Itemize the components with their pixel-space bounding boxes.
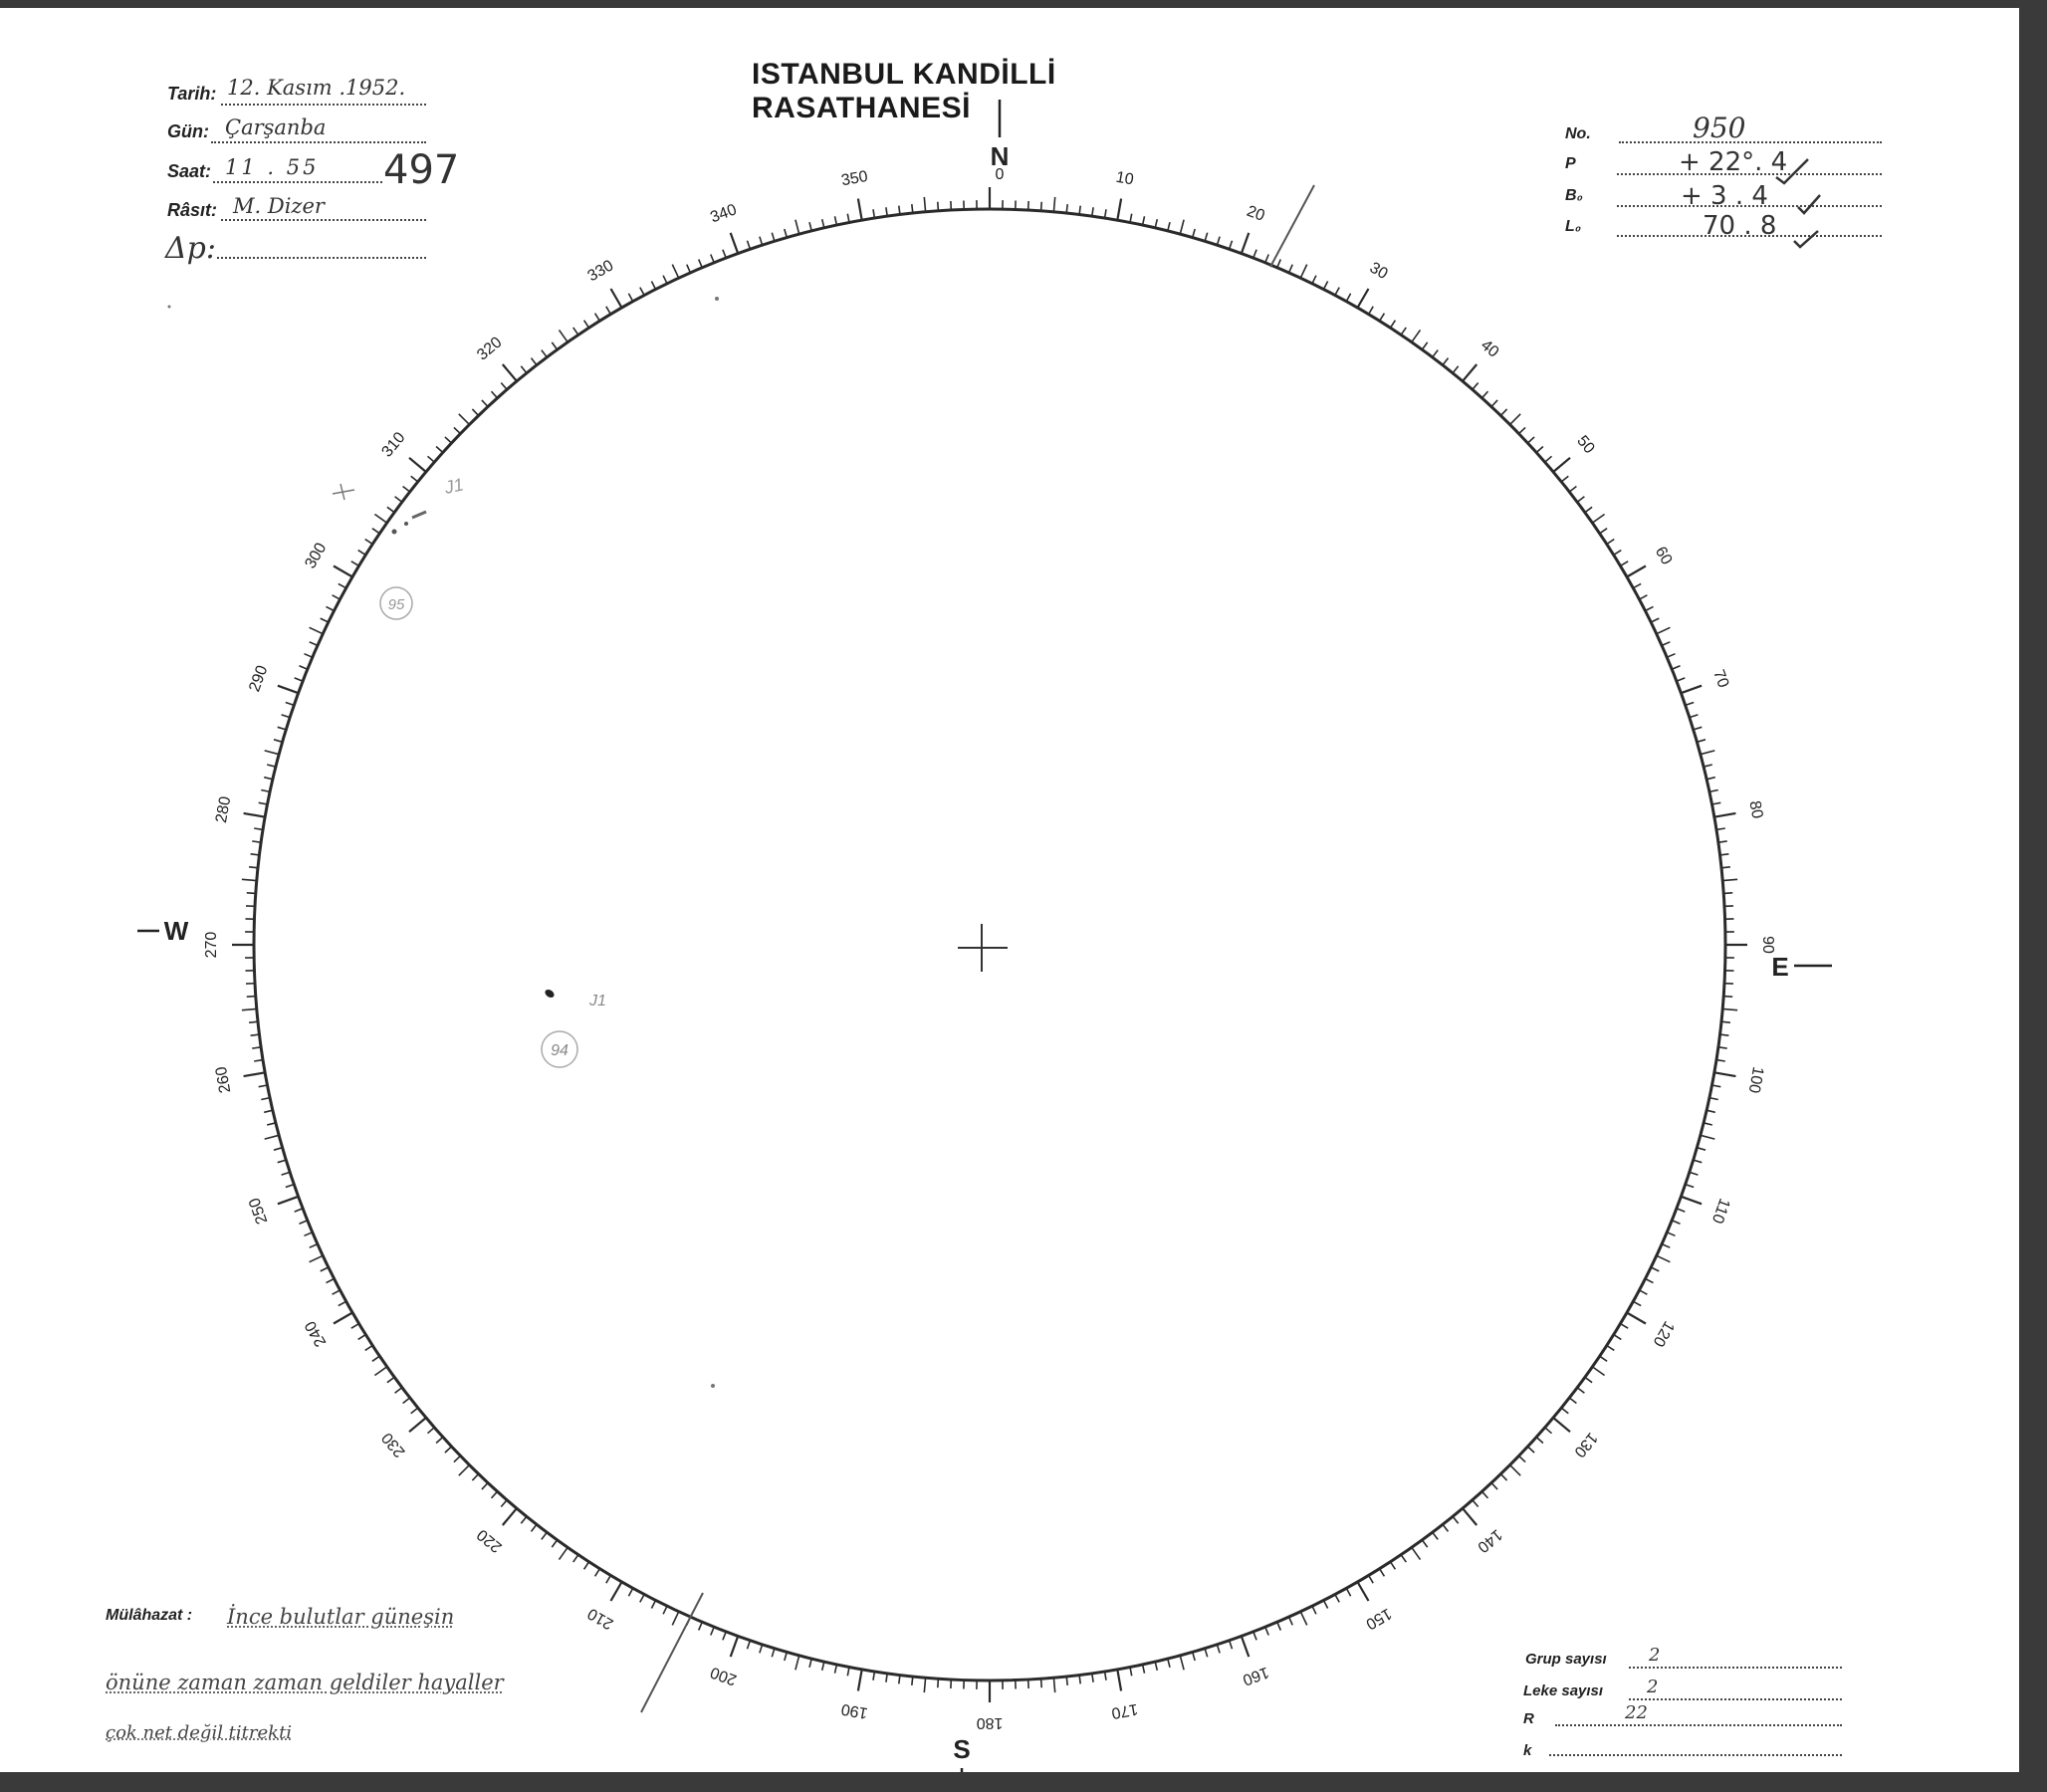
field-value-date: 12. Kasım .1952.	[227, 76, 406, 100]
degree-label: 80	[1745, 799, 1766, 820]
count-label-r: R	[1523, 1710, 1534, 1727]
degree-tick	[1510, 414, 1521, 425]
degree-label: 130	[1570, 1429, 1601, 1460]
degree-tick	[1714, 813, 1736, 817]
axis-line-bottom	[641, 1593, 703, 1712]
degree-ticks	[232, 187, 1747, 1702]
degree-label: 90	[1758, 936, 1776, 954]
degree-label: 350	[839, 167, 869, 190]
group-number: 95	[387, 596, 405, 613]
cardinal-south: S	[953, 1734, 971, 1764]
degree-label: 310	[378, 429, 409, 461]
degree-tick	[1358, 1582, 1369, 1601]
degree-tick	[1657, 627, 1671, 633]
degree-tick	[1627, 1313, 1646, 1324]
group-number: 94	[551, 1042, 569, 1059]
degree-label: 280	[212, 794, 235, 824]
sunspot	[544, 988, 556, 999]
degree-tick	[1553, 458, 1570, 472]
degree-tick	[1510, 1465, 1521, 1476]
degree-label: 70	[1709, 667, 1732, 691]
degree-tick	[560, 1547, 569, 1559]
r-dots	[1555, 1724, 1842, 1726]
degree-label: 60	[1651, 544, 1676, 568]
axis-line-top	[1270, 185, 1314, 267]
field-label-p: P	[1565, 155, 1576, 172]
degree-tick	[796, 220, 799, 235]
degree-label: 140	[1474, 1525, 1505, 1556]
degree-tick	[374, 515, 386, 524]
sunspot	[412, 512, 426, 518]
degree-tick	[310, 627, 324, 633]
field-value-observer: M. Dizer	[233, 194, 325, 218]
sunspot-group-94	[542, 988, 606, 1067]
degree-label: 220	[474, 1525, 506, 1556]
degree-tick	[242, 879, 257, 880]
degree-tick	[560, 330, 569, 341]
degree-tick	[611, 289, 622, 308]
degree-tick	[1592, 515, 1604, 524]
group-tag: J1	[589, 993, 606, 1009]
degree-tick	[1681, 1197, 1702, 1205]
field-label-time: Saat:	[167, 161, 212, 181]
degree-tick	[265, 1135, 280, 1139]
count-label-groups: Grup sayısı	[1525, 1651, 1607, 1668]
field-value-l0: 70 . 8	[1703, 211, 1777, 241]
degree-label: 260	[212, 1065, 235, 1095]
field-label-no: No.	[1565, 125, 1591, 142]
degree-label: 180	[976, 1713, 1004, 1731]
count-label-spots: Leke sayısı	[1523, 1682, 1604, 1699]
field-label-observer: Râsıt:	[167, 200, 218, 220]
groups-dots	[1629, 1667, 1842, 1669]
field-value-b0: + 3 . 4	[1681, 181, 1768, 211]
degree-label: 240	[302, 1317, 331, 1350]
degree-tick	[278, 686, 299, 694]
degree-label: 300	[302, 540, 331, 572]
observation-form	[0, 8, 2019, 1772]
degree-label: 120	[1649, 1317, 1678, 1350]
disc-outline	[254, 209, 1725, 1680]
degree-label: 190	[839, 1699, 869, 1722]
degree-tick	[1627, 566, 1646, 577]
degree-tick	[924, 197, 925, 212]
remarks-line: çok net değil titrekti	[106, 1722, 293, 1743]
degree-tick	[1117, 1670, 1121, 1691]
degree-tick	[459, 414, 470, 425]
degree-label: 330	[584, 257, 617, 286]
solar-disc-dial	[0, 8, 2019, 1772]
field-value-time: 11 . 55	[225, 155, 320, 179]
degree-tick	[334, 566, 352, 577]
degree-tick	[409, 458, 426, 472]
sunspot	[404, 522, 408, 526]
field-value-p: + 22°. 4	[1679, 147, 1788, 177]
degree-label: 270	[203, 931, 221, 959]
degree-label: 50	[1573, 432, 1598, 458]
speck	[711, 1384, 715, 1388]
page-title: ISTANBUL KANDİLLİ RASATHANESİ	[752, 58, 1056, 124]
sunspot	[392, 530, 397, 535]
cardinal-west: W	[163, 916, 189, 946]
degree-tick	[409, 1418, 426, 1432]
degree-tick	[611, 1582, 622, 1601]
degree-tick	[1053, 197, 1054, 212]
degree-tick	[503, 1508, 517, 1525]
degree-tick	[1701, 751, 1715, 755]
degree-label: 340	[708, 201, 740, 227]
degree-tick	[503, 364, 517, 381]
field-value-day: Çarşanba	[225, 115, 327, 139]
count-value-r: 22	[1625, 1702, 1648, 1723]
count-value-groups: 2	[1649, 1645, 1661, 1666]
degree-tick	[1714, 1072, 1736, 1076]
degree-label: 290	[246, 663, 272, 695]
degree-tick	[1412, 1547, 1421, 1559]
degree-label: 150	[1362, 1604, 1395, 1633]
degree-tick	[796, 1656, 799, 1671]
field-label-date: Tarih:	[167, 84, 217, 104]
degree-tick	[858, 199, 862, 221]
degree-tick	[1701, 1135, 1715, 1139]
degree-tick	[1300, 1612, 1306, 1626]
degree-tick	[1358, 289, 1369, 308]
degree-tick	[459, 1465, 470, 1476]
degree-tick	[265, 751, 280, 755]
degree-tick	[672, 1612, 678, 1626]
field-label-day: Gün:	[167, 121, 209, 141]
degree-tick	[1722, 879, 1737, 880]
degree-label: 230	[378, 1429, 409, 1460]
count-value-spots: 2	[1647, 1677, 1659, 1697]
group-tag: J1	[442, 474, 466, 498]
degree-tick	[1553, 1418, 1570, 1432]
degree-tick	[244, 813, 266, 817]
degree-label: 110	[1707, 1196, 1733, 1227]
degree-tick	[1180, 220, 1184, 235]
degree-tick	[1722, 1008, 1737, 1009]
remarks-label: Mülâhazat :	[106, 1607, 193, 1624]
degree-tick	[1242, 1636, 1250, 1657]
degree-tick	[1657, 1255, 1671, 1261]
degree-tick	[1242, 233, 1250, 254]
degree-label: 160	[1240, 1663, 1271, 1688]
cardinal-east: E	[1771, 952, 1789, 982]
sunspot-group-95	[333, 474, 465, 619]
field-label-l0: L₀	[1565, 218, 1582, 235]
field-label-dp: Δp:	[165, 231, 216, 266]
degree-tick	[731, 1636, 739, 1657]
degree-tick	[1053, 1678, 1054, 1692]
degree-tick	[924, 1678, 925, 1692]
spots-dots	[1629, 1698, 1842, 1700]
degree-label: 40	[1477, 336, 1502, 361]
degree-tick	[278, 1197, 299, 1205]
degree-tick	[1117, 199, 1121, 221]
degree-label: 200	[708, 1663, 740, 1688]
degree-label: 20	[1244, 202, 1267, 225]
degree-label: 170	[1110, 1699, 1140, 1722]
speck	[168, 306, 171, 309]
degree-tick	[1412, 330, 1421, 341]
obs-number-note: 497	[383, 147, 460, 193]
degree-tick	[244, 1072, 266, 1076]
degree-tick	[310, 1255, 324, 1261]
degree-tick	[374, 1367, 386, 1376]
degree-tick	[334, 1313, 352, 1324]
degree-tick	[1681, 686, 1702, 694]
field-value-no: 950	[1693, 112, 1746, 144]
k-dots	[1549, 1754, 1842, 1756]
remarks-line: önüne zaman zaman geldiler hayaller	[106, 1671, 504, 1694]
remarks-line: İnce bulutlar güneşin	[227, 1605, 455, 1629]
degree-tick	[242, 1008, 257, 1009]
speck	[715, 297, 719, 301]
degree-label: 100	[1744, 1065, 1767, 1095]
degree-label: 250	[246, 1195, 272, 1227]
degree-tick	[1463, 364, 1477, 381]
degree-tick	[731, 233, 739, 254]
degree-label: 30	[1366, 259, 1391, 284]
degree-label: 0	[995, 166, 1005, 183]
degree-label: 10	[1114, 168, 1135, 189]
degree-tick	[858, 1670, 862, 1691]
degree-tick	[672, 265, 678, 279]
cardinal-north: N	[990, 141, 1010, 171]
degree-tick	[1592, 1367, 1604, 1376]
degree-tick	[1463, 1508, 1477, 1525]
degree-label: 210	[584, 1604, 617, 1633]
field-label-b0: B₀	[1565, 187, 1583, 204]
degree-tick	[1180, 1656, 1184, 1671]
degree-label: 320	[474, 334, 506, 364]
degree-tick	[1300, 265, 1306, 279]
count-label-k: k	[1523, 1742, 1532, 1759]
